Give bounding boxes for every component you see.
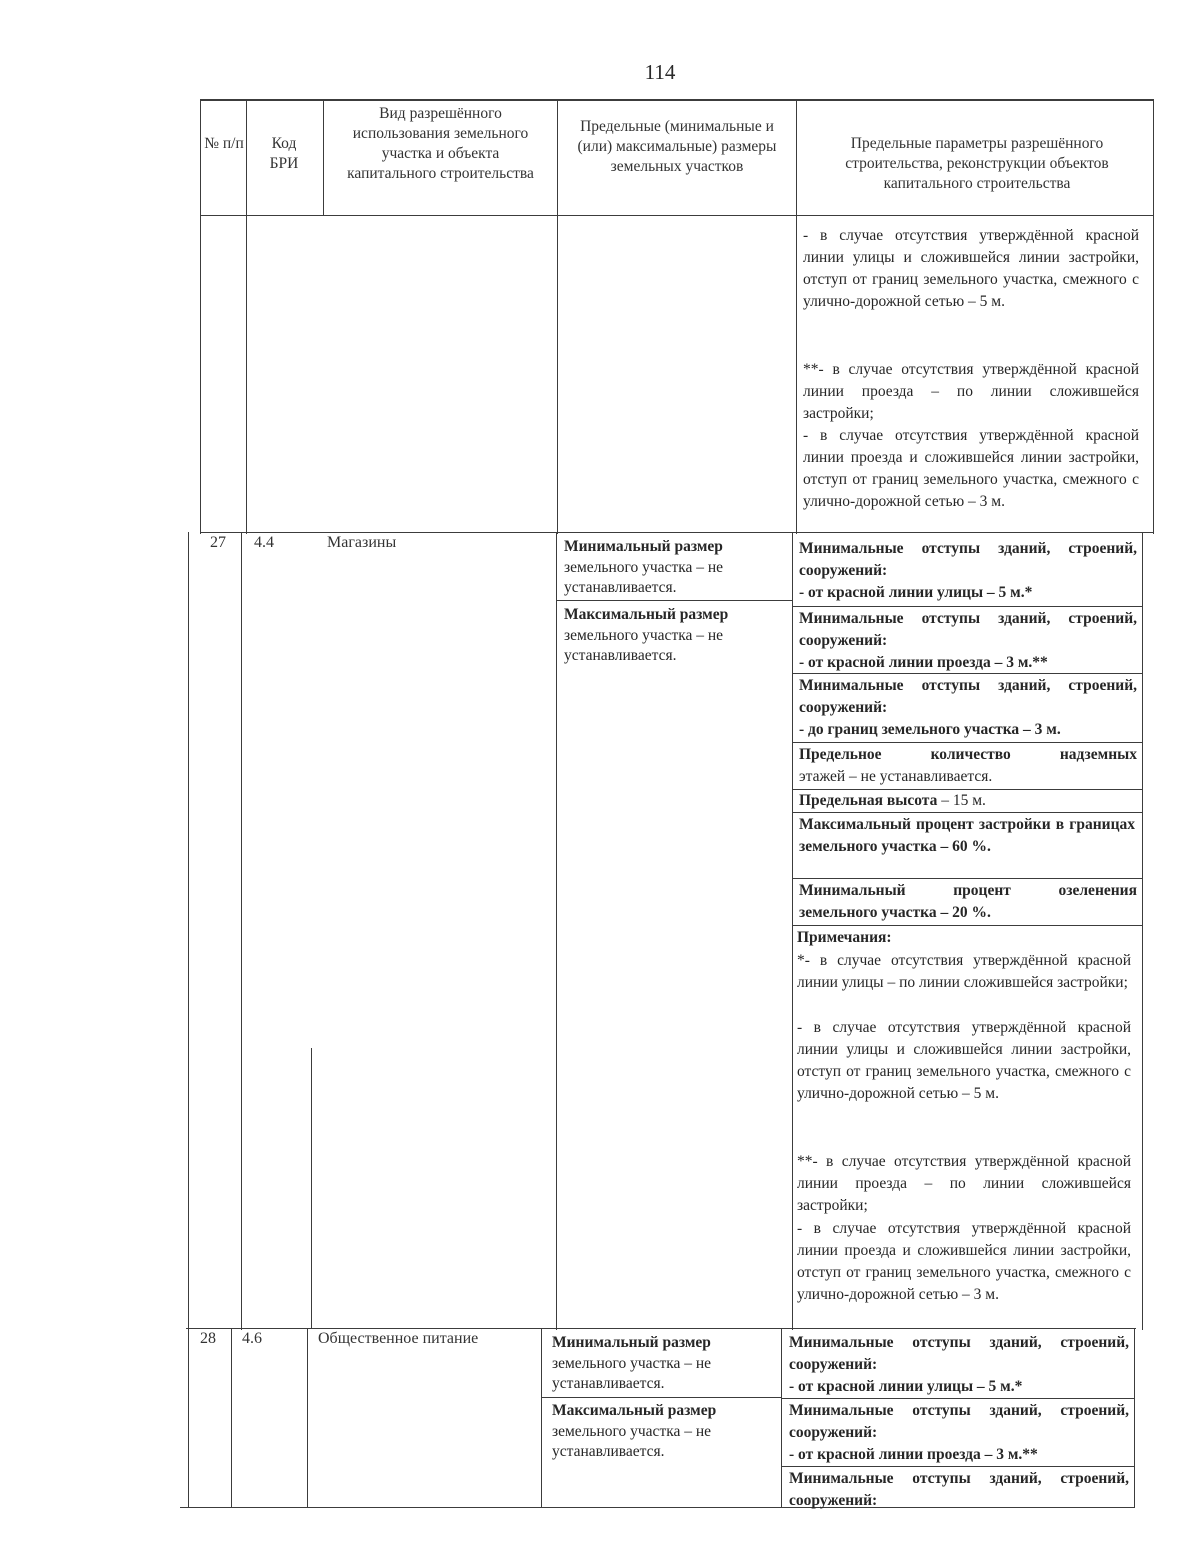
row-28-use: Общественное питание <box>318 1330 479 1347</box>
row-27-param-height <box>799 790 1137 812</box>
header-number: № п/п <box>204 135 244 152</box>
continuation-note-1: - в случае отсутствия утверждённой красной линии улицы и сложившейся линии застройки, отступ от границ земельного участка, смежного с улично-дорожной сетью – 5 м. <box>803 227 1139 310</box>
continuation-note-3: - в случае отсутствия утверждённой красной линии проезда и сложившейся линии застройки, отступ от границ земельного участка, смежного с улично-дорожной сетью – 3 м. <box>803 427 1139 510</box>
header-use-type: Вид разрешённого использования земельного участка и объекта капитального строительства <box>347 105 534 182</box>
size-min-head: Минимальный размер <box>564 538 723 555</box>
row-27-size-max <box>564 604 780 666</box>
header-plot-size: Предельные (минимальные и (или) максимальные) размеры земельных участков <box>577 118 777 175</box>
size-max-head: Максимальный размер <box>552 1402 717 1419</box>
param-head: Предельная высота <box>799 792 938 809</box>
size-min-head: Минимальный размер <box>552 1334 711 1351</box>
size-min-rest: земельного участка – не устанавливается. <box>564 559 724 596</box>
row-27-param-green <box>799 880 1137 924</box>
row-27-use: Магазины <box>327 534 397 551</box>
row-28-size-max <box>552 1400 770 1462</box>
row-27-param-red-line-street <box>799 538 1137 604</box>
param-head: Минимальный процент озеленения <box>799 882 1137 899</box>
size-max-head: Максимальный размер <box>564 606 729 623</box>
row-28-size-min <box>552 1332 770 1394</box>
header-build-params: Предельные параметры разрешённого строительства, реконструкции объектов капитального строительства <box>845 135 1109 192</box>
param-head: Минимальные отступы зданий, строений, сооружений: <box>799 677 1137 716</box>
row-27-number: 27 <box>210 534 226 551</box>
row-28-param-red-line-street <box>789 1332 1129 1398</box>
header-code: Код БРИ <box>269 135 299 172</box>
row-27-notes-title: Примечания: <box>797 929 892 946</box>
size-max-rest: земельного участка – не устанавливается. <box>552 1423 712 1460</box>
size-min-rest: земельного участка – не устанавливается. <box>552 1355 712 1392</box>
row-27-param-plot-border <box>799 675 1137 741</box>
param-tail: этажей – не устанавливается. <box>799 768 993 785</box>
continuation-note-2: **- в случае отсутствия утверждённой красной линии проезда – по линии сложившейся застройки; <box>803 361 1139 422</box>
row-27-note-4: - в случае отсутствия утверждённой красной линии проезда и сложившейся линии застройки, отступ от границ земельного участка, смежного с улично-дорожной сетью – 3 м. <box>797 1220 1131 1303</box>
row-27-size-min <box>564 536 780 598</box>
param-tail: - до границ земельного участка – 3 м. <box>799 721 1061 738</box>
row-27-note-2: - в случае отсутствия утверждённой красной линии улицы и сложившейся линии застройки, отступ от границ земельного участка, смежного с улично-дорожной сетью – 5 м. <box>797 1019 1131 1102</box>
param-head: Минимальные отступы зданий, строений, сооружений: <box>799 540 1137 579</box>
row-28-param-red-line-passage <box>789 1400 1129 1466</box>
row-27-param-red-line-passage <box>799 608 1137 674</box>
row-27-code: 4.4 <box>254 534 274 551</box>
param-tail: - от красной линии проезда – 3 м.** <box>799 654 1048 671</box>
row-27-param-max-built: Максимальный процент застройки в границах земельного участка – 60 %. <box>799 816 1135 855</box>
row-27-param-floors <box>799 744 1137 788</box>
row-27-note-1: *- в случае отсутствия утверждённой красной линии улицы – по линии сложившейся застройки; <box>797 952 1131 991</box>
row-28-param-plot-border: Минимальные отступы зданий, строений, сооружений: <box>789 1470 1129 1509</box>
param-head: Минимальные отступы зданий, строений, сооружений: <box>799 610 1137 649</box>
size-max-rest: земельного участка – не устанавливается. <box>564 627 724 664</box>
param-head: Предельное количество надземных <box>799 746 1137 763</box>
param-tail: - от красной линии проезда – 3 м.** <box>789 1446 1038 1463</box>
page-number: 114 <box>644 60 676 84</box>
row-28-number: 28 <box>200 1330 216 1347</box>
param-tail: земельного участка – 20 %. <box>799 904 991 921</box>
param-head: Минимальные отступы зданий, строений, сооружений: <box>789 1334 1129 1373</box>
row-27-note-3: **- в случае отсутствия утверждённой красной линии проезда – по линии сложившейся застройки; <box>797 1153 1131 1214</box>
param-head: Минимальные отступы зданий, строений, сооружений: <box>789 1402 1129 1441</box>
param-tail: - от красной линии улицы – 5 м.* <box>789 1378 1023 1395</box>
row-28-code: 4.6 <box>242 1330 262 1347</box>
param-tail: – 15 м. <box>941 792 986 809</box>
param-tail: - от красной линии улицы – 5 м.* <box>799 584 1033 601</box>
